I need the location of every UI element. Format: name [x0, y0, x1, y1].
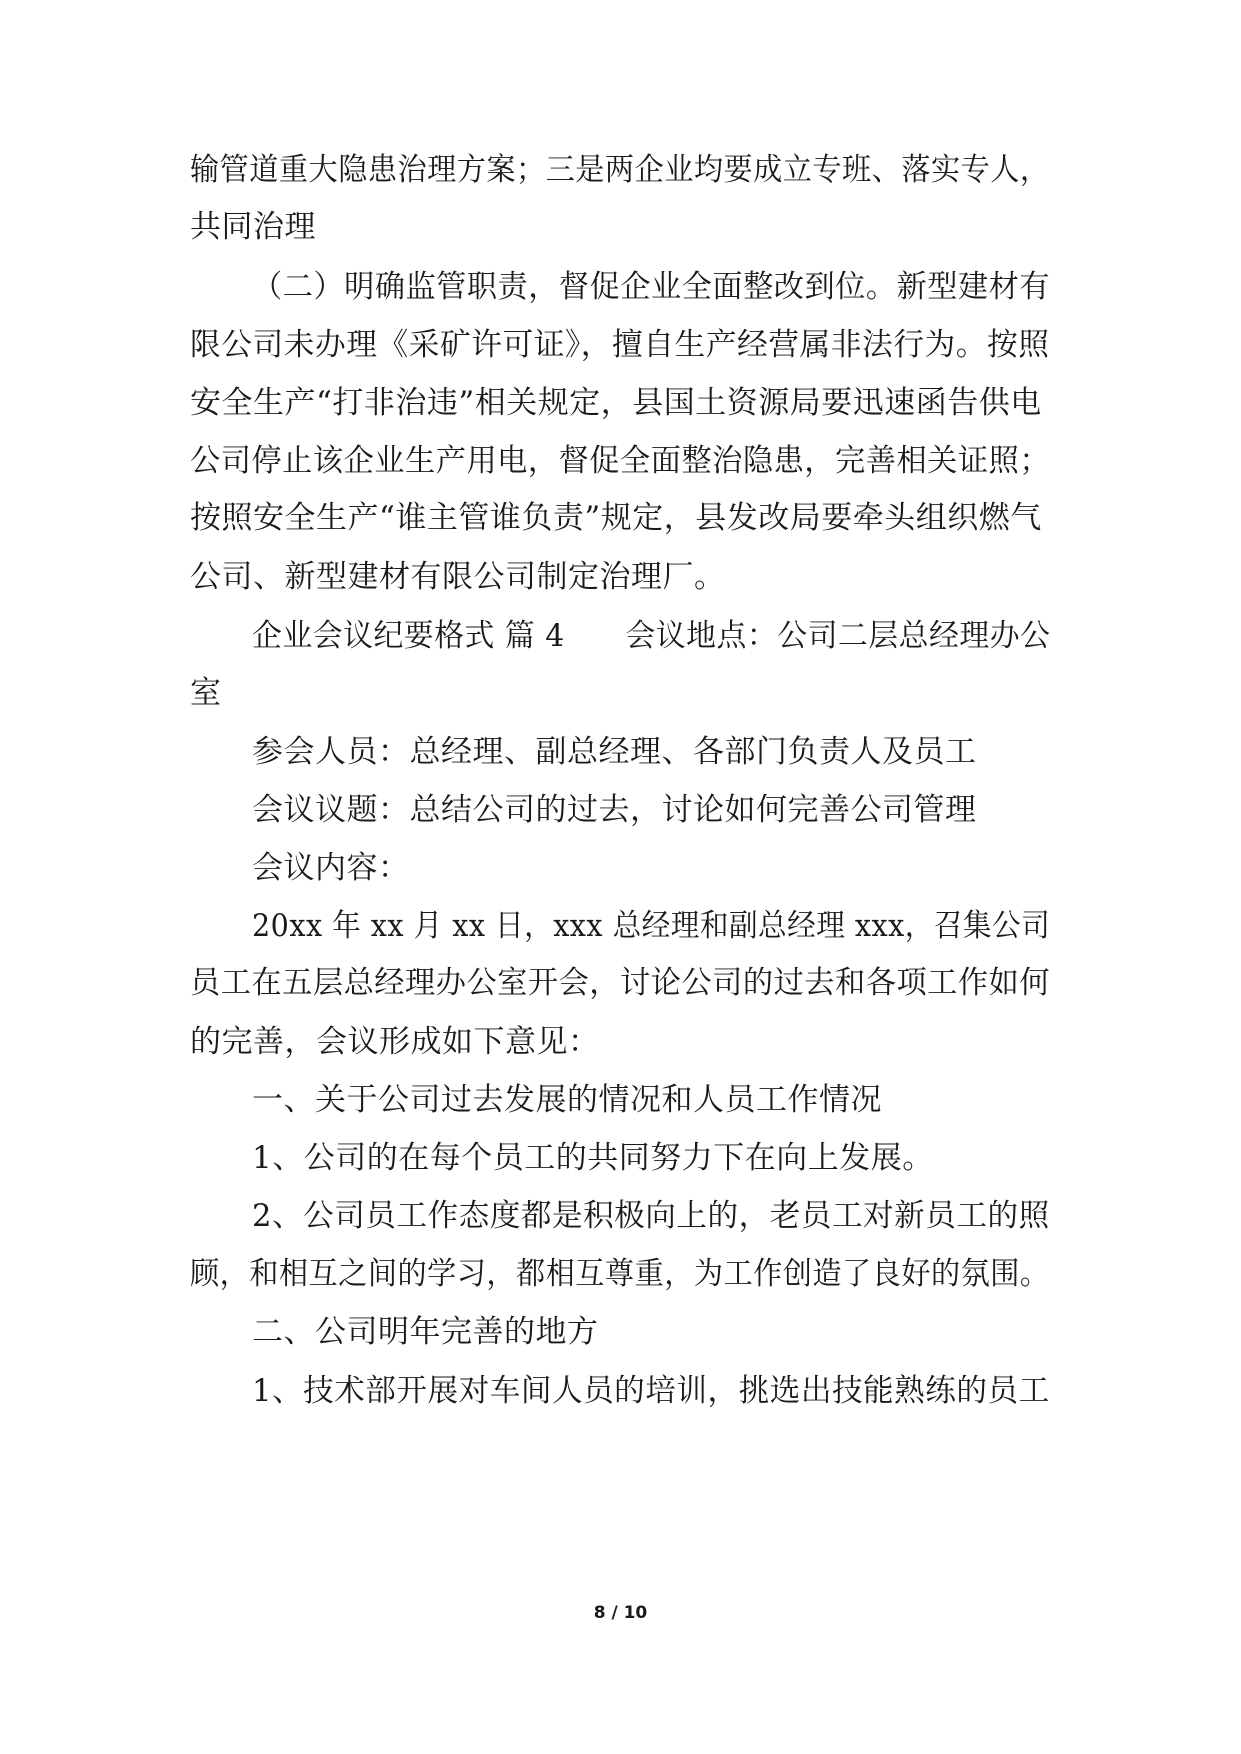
text-line: 输管道重大隐患治理方案；三是两企业均要成立专班、落实专人，	[190, 152, 1050, 188]
text-line: 二、公司明年完善的地方	[252, 1314, 599, 1350]
text-line: 公司、新型建材有限公司制定治理厂。	[190, 559, 726, 595]
text-line: 顾，和相互之间的学习，都相互尊重，为工作创造了良好的氛围。	[190, 1256, 1050, 1292]
text-line: 一、关于公司过去发展的情况和人员工作情况	[252, 1082, 882, 1118]
text-line: 参会人员：总经理、副总经理、各部门负责人及员工	[252, 734, 977, 770]
text-line: 20xx 年 xx 月 xx 日，xxx 总经理和副总经理 xxx，召集公司	[252, 908, 1051, 944]
text-line: 2、公司员工作态度都是积极向上的，老员工对新员工的照	[252, 1198, 1050, 1234]
text-line: 的完善，会议形成如下意见：	[190, 1024, 600, 1060]
text-line: 安全生产“打非治违”相关规定，县国土资源局要迅速函告供电	[190, 385, 1042, 421]
text-line: 共同治理	[190, 209, 316, 245]
text-line: 企业会议纪要格式 篇 4 会议地点：公司二层总经理办公	[252, 618, 1051, 654]
text-line: 1、公司的在每个员工的共同努力下在向上发展。	[252, 1140, 934, 1176]
text-line: 室	[190, 675, 222, 711]
text-line: 会议内容：	[252, 850, 410, 886]
text-line: 公司停止该企业生产用电，督促全面整治隐患，完善相关证照；	[190, 443, 1051, 479]
text-line: 按照安全生产“谁主管谁负责”规定，县发改局要牵头组织燃气	[190, 500, 1042, 536]
page-number: 8 / 10	[593, 1603, 648, 1623]
text-line: 1、技术部开展对车间人员的培训，挑选出技能熟练的员工	[252, 1373, 1050, 1409]
text-line: 限公司未办理《采矿许可证》，擅自生产经营属非法行为。按照	[190, 327, 1050, 363]
text-line: 员工在五层总经理办公室开会，讨论公司的过去和各项工作如何	[190, 965, 1051, 1001]
text-line: （二）明确监管职责，督促企业全面整改到位。新型建材有	[252, 269, 1051, 305]
text-line: 会议议题：总结公司的过去，讨论如何完善公司管理	[252, 792, 977, 828]
